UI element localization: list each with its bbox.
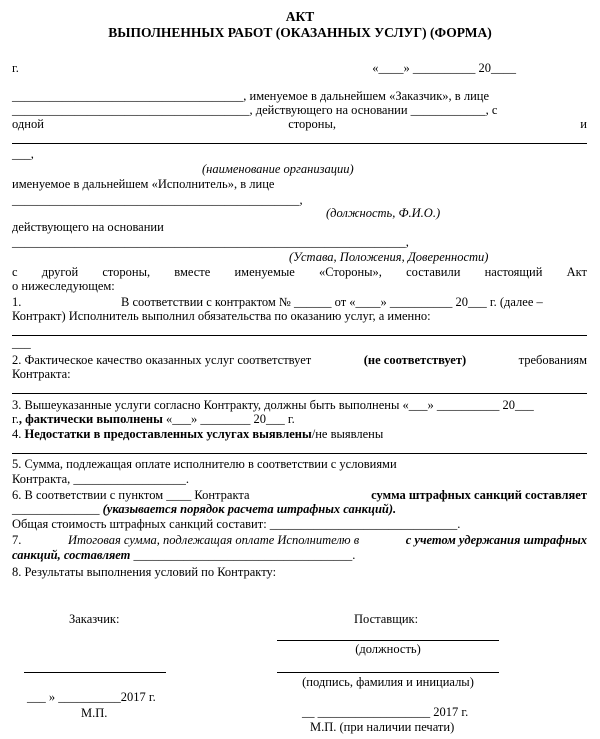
supplier-stamp: М.П. (при наличии печати) bbox=[310, 720, 455, 734]
item-3-line-2 bbox=[12, 413, 295, 427]
position-hint: (должность) bbox=[355, 642, 421, 656]
position-hint: (должность, Ф.И.О.) bbox=[326, 206, 441, 220]
item-3-tail: «___» ________ 20___ г. bbox=[162, 412, 295, 426]
supplier-label: Поставщик: bbox=[354, 612, 419, 626]
parties-line-2: о нижеследующем: bbox=[12, 279, 115, 293]
item-7-blank: ___________________________________. bbox=[130, 548, 356, 562]
item-6-blank: ______________ bbox=[12, 502, 103, 516]
item-5-line-2: Контракта, __________________. bbox=[12, 472, 190, 486]
item-6-line-2 bbox=[12, 503, 396, 517]
item-3-g: г. bbox=[12, 412, 19, 426]
item-7-bold-2: санкций, составляет bbox=[12, 548, 131, 562]
item-7-text: Итоговая сумма, подлежащая оплате Исполнителю в bbox=[67, 533, 360, 547]
item-1-line-1: В соответствии с контрактом № ______ от «____» __________ 20___ г. (далее – bbox=[121, 295, 543, 309]
item-4-line bbox=[12, 428, 383, 442]
customer-line-3 bbox=[12, 118, 587, 132]
item-2-line-2: Контракта: bbox=[12, 367, 71, 381]
fill-line bbox=[12, 143, 587, 144]
supplier-position-line bbox=[277, 640, 499, 641]
item-6-note: (указывается порядок расчета штрафных санкций). bbox=[102, 502, 397, 516]
executor-line-2: ______________________________________________, bbox=[12, 193, 303, 207]
side-word: стороны, bbox=[288, 117, 336, 131]
item-1-number: 1. bbox=[12, 295, 22, 309]
supplier-sign-line bbox=[277, 672, 499, 673]
item-6-line-1 bbox=[12, 489, 587, 503]
item-2-line-1 bbox=[12, 354, 587, 368]
item-8-line: 8. Результаты выполнения условий по Контракту: bbox=[12, 565, 277, 579]
and-word: и bbox=[580, 117, 587, 131]
item-2-text: 2. Фактическое качество оказанных услуг соответствует bbox=[12, 353, 312, 367]
doc-subtitle: ВЫПОЛНЕННЫХ РАБОТ (ОКАЗАННЫХ УСЛУГ) (ФОРМА) bbox=[108, 25, 492, 40]
item-1-line-2: Контракт) Исполнитель выполнил обязательства по оказанию услуг, а именно: bbox=[12, 309, 431, 323]
date-field: «____» __________ 20____ bbox=[372, 61, 516, 75]
customer-date: ___ » __________2017 г. bbox=[27, 690, 156, 704]
basis-hint: (Устава, Положения, Доверенности) bbox=[289, 250, 489, 264]
item-3-bold: , фактически выполнены bbox=[18, 412, 163, 426]
item-5-line-1: 5. Сумма, подлежащая оплате исполнителю в соответствии с условиями bbox=[12, 457, 397, 471]
item-7-line-2 bbox=[12, 549, 355, 563]
org-name-hint: (наименование организации) bbox=[202, 162, 354, 176]
fill-line bbox=[12, 453, 587, 454]
customer-label: Заказчик: bbox=[69, 612, 120, 626]
signature-hint: (подпись, фамилия и инициалы) bbox=[302, 675, 474, 689]
item-1-line-3: ___ bbox=[12, 336, 31, 350]
customer-line-1: _____________________________________, именуемое в дальнейшем «Заказчик», в лице bbox=[12, 89, 489, 103]
item-7-number: 7. bbox=[12, 533, 22, 547]
customer-stamp: М.П. bbox=[81, 706, 108, 720]
city-field: г. bbox=[12, 61, 19, 75]
item-2-tail: требованиям bbox=[518, 353, 587, 367]
item-4-number: 4. bbox=[12, 427, 25, 441]
item-7-bold: с учетом удержания штрафных bbox=[405, 533, 587, 547]
customer-line-4: ___, bbox=[12, 147, 34, 161]
item-7-line-1 bbox=[12, 534, 587, 548]
customer-line-2: ______________________________________, действующего на основании ____________, с bbox=[12, 103, 498, 117]
fill-line bbox=[12, 335, 587, 336]
parties-line-1: с другой стороны, вместе именуемые «Стороны», составили настоящий Акт bbox=[12, 265, 587, 279]
doc-title: АКТ bbox=[285, 9, 315, 24]
customer-sign-line bbox=[24, 672, 166, 673]
executor-line-4: _______________________________________________________________, bbox=[12, 235, 409, 249]
executor-line-1: именуемое в дальнейшем «Исполнитель», в лице bbox=[12, 177, 275, 191]
item-4-tail: /не выявлены bbox=[311, 427, 384, 441]
fill-line bbox=[12, 393, 587, 394]
executor-line-3: действующего на основании bbox=[12, 220, 164, 234]
one-word: одной bbox=[12, 117, 44, 131]
item-3-line-1: 3. Вышеуказанные услуги согласно Контракту, должны быть выполнены «___» __________ 20___ bbox=[12, 398, 534, 412]
item-6-text: 6. В соответствии с пунктом ____ Контракта bbox=[12, 488, 250, 502]
item-2-bold: (не соответствует) bbox=[363, 353, 467, 367]
item-6-bold: сумма штрафных санкций составляет bbox=[371, 488, 587, 502]
item-4-bold: Недостатки в предоставленных услугах выявлены bbox=[24, 427, 312, 441]
supplier-date: __ __________________ 2017 г. bbox=[302, 705, 469, 719]
item-6-line-3: Общая стоимость штрафных санкций составит: ______________________________. bbox=[12, 517, 461, 531]
